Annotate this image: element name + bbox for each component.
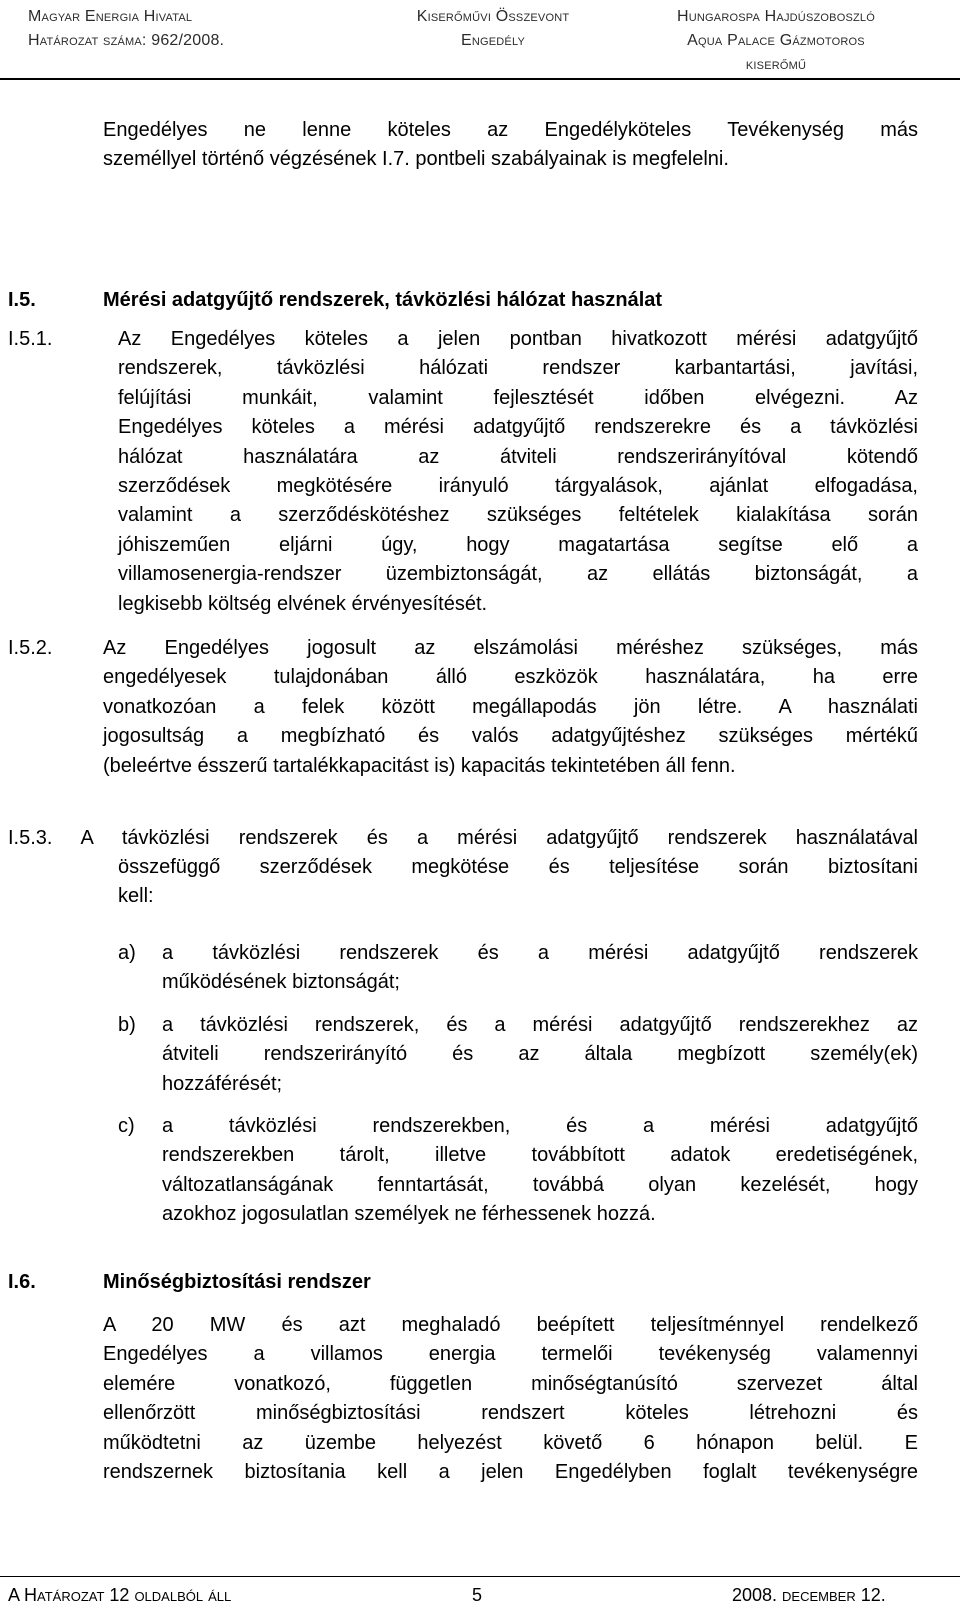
text-line: Engedélyes a villamos energia termelői tevékenység valamennyi xyxy=(103,1343,918,1366)
header-document-type xyxy=(382,5,604,53)
footer-rule xyxy=(0,1576,960,1577)
header-authority-name: Magyar Energia Hivatal xyxy=(28,8,193,25)
list-item xyxy=(162,1112,918,1230)
text-line: rendszernek biztosítania kell a jelen Engedélyben foglalt tevékenységre xyxy=(103,1461,918,1484)
header-licensee-line1: Hungarospa Hajdúszoboszló xyxy=(677,8,875,25)
text-line: változatlanságának fenntartását, továbbá olyan kezelését, hogy xyxy=(162,1173,918,1196)
list-item xyxy=(162,939,918,998)
text-line: legkisebb költség elvének érvényesítését. xyxy=(118,592,488,615)
text-line: (beleértve ésszerű tartalékkapacitást is) kapacitás tekintetében áll fenn. xyxy=(103,754,736,777)
text-line: jogosultság a megbízható és valós adatgyűjtéshez szükséges mértékű xyxy=(103,725,918,748)
text-line: Az Engedélyes köteles a jelen pontban hivatkozott mérési adatgyűjtő xyxy=(118,328,918,350)
footer-page-count: A Határozat 12 oldalból áll xyxy=(8,1585,232,1605)
paragraph-number: I.5.3. xyxy=(8,827,53,849)
text-line: azokhoz jogosulatlan személyek ne férhessenek hozzá. xyxy=(162,1203,656,1226)
text-line: Az Engedélyes jogosult az elszámolási méréshez szükséges, más xyxy=(103,637,918,659)
list-marker: b) xyxy=(118,1014,136,1036)
text-line: kell: xyxy=(118,885,154,908)
text-line: átviteli rendszerirányító és az általa megbízott személy(ek) xyxy=(162,1043,918,1066)
page-header xyxy=(0,0,960,84)
text-line: A távközlési rendszerek és a mérési adatgyűjtő rendszerek használatával xyxy=(80,827,919,849)
text-line: valamint a szerződéskötéshez szükséges feltételek kialakítása során xyxy=(118,504,918,527)
text-line: rendszerek, távközlési hálózati rendszer karbantartási, javítási, xyxy=(118,357,918,380)
text-line: jóhiszeműen eljárni úgy, hogy magatartása segítse elő a xyxy=(118,533,918,556)
paragraph-1-5-1 xyxy=(118,325,918,619)
header-decision-number: Határozat száma: 962/2008. xyxy=(28,32,225,49)
text-line: a távközlési rendszerek és a mérési adatgyűjtő rendszerek xyxy=(162,942,918,964)
text-line: engedélyesek tulajdonában álló eszközök használatára, ha erre xyxy=(103,666,918,689)
text-line: szerződések megkötésére irányuló tárgyalások, ajánlat elfogadása, xyxy=(118,475,918,498)
header-rule xyxy=(0,78,960,80)
text-line: elemére vonatkozó, független minőségtanúsító szervezet által xyxy=(103,1372,918,1395)
header-authority xyxy=(28,5,224,53)
text-line: összefüggő szerződések megkötése és teljesítése során biztosítani xyxy=(118,856,918,878)
text-line: hozzáférését; xyxy=(162,1072,283,1095)
paragraph-number: I.5.1. xyxy=(8,328,53,350)
text-line: hálózat használatára az átviteli rendszerirányítóval kötendő xyxy=(118,445,918,468)
paragraph-1-5-3 xyxy=(118,853,918,912)
list-marker: c) xyxy=(118,1115,135,1137)
section-title: Mérési adatgyűjtő rendszerek, távközlési hálózat használat xyxy=(103,289,663,311)
text-line: a távközlési rendszerekben, és a mérési adatgyűjtő xyxy=(162,1115,918,1137)
text-line: Engedélyes ne lenne köteles az Engedélyköteles Tevékenység más xyxy=(103,119,918,141)
header-doc-type-line2: Engedély xyxy=(460,32,526,49)
text-line: villamosenergia-rendszer üzembiztonságát, az ellátás biztonságát, a xyxy=(118,563,918,586)
text-line: Engedélyes köteles a mérési adatgyűjtő rendszerekre és a távközlési xyxy=(118,416,918,439)
text-line: működtetni az üzembe helyezést követő 6 hónapon belül. E xyxy=(103,1431,918,1454)
page-number: 5 xyxy=(472,1585,483,1605)
header-licensee xyxy=(606,5,946,77)
text-line: felújítási munkáit, valamint fejlesztését időben elvégezni. Az xyxy=(118,386,918,409)
text-line: ellenőrzött minőségbiztosítási rendszert köteles létrehozni és xyxy=(103,1402,918,1425)
section-title: Minőségbiztosítási rendszer xyxy=(103,1271,371,1293)
page-footer xyxy=(0,1580,960,1613)
text-line: működésének biztonságát; xyxy=(162,971,400,994)
section-number: I.5. xyxy=(8,289,36,311)
paragraph-number: I.5.2. xyxy=(8,637,53,659)
footer-date: 2008. december 12. xyxy=(732,1585,886,1605)
list-marker: a) xyxy=(118,942,136,964)
paragraph-1-6 xyxy=(103,1311,918,1487)
text-line: személlyel történő végzésének I.7. pontbeli szabályainak is megfelelni. xyxy=(103,148,729,171)
text-line: A 20 MW és azt meghaladó beépített teljesítménnyel rendelkező xyxy=(103,1314,918,1336)
header-licensee-line3: kiserőmű xyxy=(745,56,807,73)
paragraph-1-5-3-first-line xyxy=(8,824,918,853)
header-doc-type-line1: Kiserőművi Összevont xyxy=(416,8,570,25)
intro-paragraph xyxy=(103,116,918,175)
text-line: vonatkozóan a felek között megállapodás jön létre. A használati xyxy=(103,695,918,718)
text-line: a távközlési rendszerek, és a mérési adatgyűjtő rendszerekhez az xyxy=(162,1014,918,1036)
section-number: I.6. xyxy=(8,1271,36,1293)
paragraph-1-5-2 xyxy=(103,634,918,781)
text-line: rendszerekben tárolt, illetve továbbított adatok eredetiségének, xyxy=(162,1144,918,1167)
header-licensee-line2: Aqua Palace Gázmotoros xyxy=(687,32,865,49)
list-item xyxy=(162,1011,918,1099)
